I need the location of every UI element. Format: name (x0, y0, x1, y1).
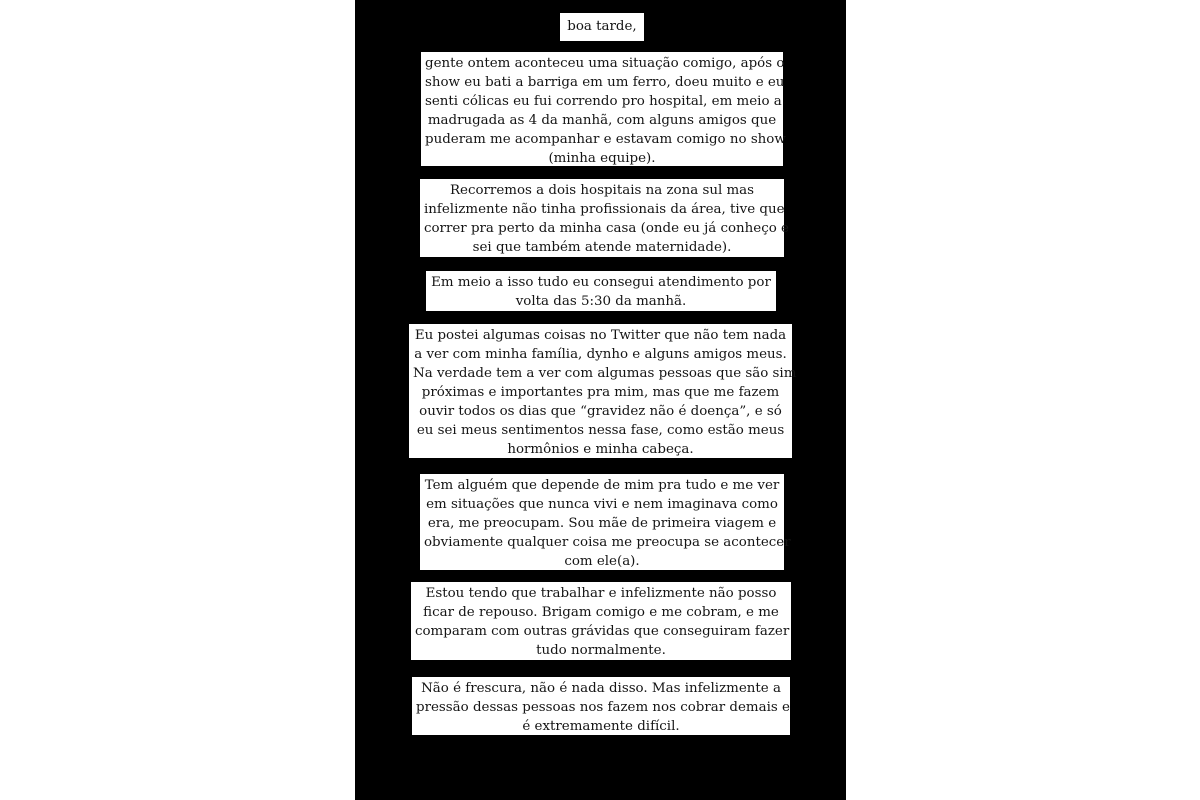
text-line: com ele(a). (564, 554, 640, 569)
text-block-greeting (560, 13, 644, 41)
text-line: pressão dessas pessoas nos fazem nos cobrar demais e (416, 700, 790, 715)
text-line: senti cólicas eu fui correndo pro hospital, em meio a (425, 94, 782, 109)
text-line: Tem alguém que depende de mim pra tudo e me ver (424, 478, 780, 493)
text-line: Não é frescura, não é nada disso. Mas infelizmente a (421, 681, 781, 696)
text-line: infelizmente não tinha profissionais da área, tive que (424, 202, 785, 217)
text-block-work (411, 582, 791, 660)
text-block-incident (421, 52, 786, 166)
text-line: próximas e importantes pra mim, mas que me fazem (421, 385, 780, 400)
story-background (355, 0, 846, 800)
text-line: eu sei meus sentimentos nessa fase, como estão meus (416, 423, 785, 438)
text-line: volta das 5:30 da manhã. (515, 294, 687, 309)
text-line: era, me preocupam. Sou mãe de primeira viagem e (427, 516, 777, 531)
text-line: boa tarde, (567, 19, 637, 34)
text-line: a ver com minha família, dynho e alguns amigos meus. (414, 347, 787, 362)
text-line: show eu bati a barriga em um ferro, doeu muito e eu (425, 75, 785, 90)
text-line: Eu postei algumas coisas no Twitter que não tem nada (414, 328, 787, 343)
text-line: tudo normalmente. (536, 643, 666, 658)
text-line: sei que também atende maternidade). (472, 240, 732, 255)
text-line: obviamente qualquer coisa me preocupa se acontecer (424, 535, 791, 550)
text-block-pressure (412, 677, 790, 735)
text-block-attendance (426, 271, 776, 311)
text-line: Em meio a isso tudo eu consegui atendimento por (431, 275, 771, 290)
text-line: gente ontem aconteceu uma situação comigo, após o (425, 56, 785, 71)
text-line: madrugada as 4 da manhã, com alguns amigos que (427, 113, 777, 128)
text-line: hormônios e minha cabeça. (507, 442, 694, 457)
text-line: ficar de repouso. Brigam comigo e me cobram, e me (423, 605, 779, 620)
text-line: comparam com outras grávidas que conseguiram fazer (415, 624, 790, 639)
text-block-twitter (409, 324, 797, 458)
text-line: (minha equipe). (548, 151, 656, 166)
text-line: Recorremos a dois hospitais na zona sul mas (449, 183, 755, 198)
text-line: correr pra perto da minha casa (onde eu já conheço e (424, 221, 789, 236)
text-line: ouvir todos os dias que “gravidez não é doença”, e só (419, 404, 782, 419)
text-line: puderam me acompanhar e estavam comigo no show (425, 132, 786, 147)
text-block-hospitals (420, 179, 789, 257)
text-line: Na verdade tem a ver com algumas pessoas que são sim (413, 366, 797, 381)
text-line: é extremamente difícil. (522, 719, 680, 734)
text-line: em situações que nunca vivi e nem imaginava como (426, 497, 778, 512)
text-block-dependent (420, 474, 791, 570)
text-line: Estou tendo que trabalhar e infelizmente não posso (425, 586, 777, 601)
